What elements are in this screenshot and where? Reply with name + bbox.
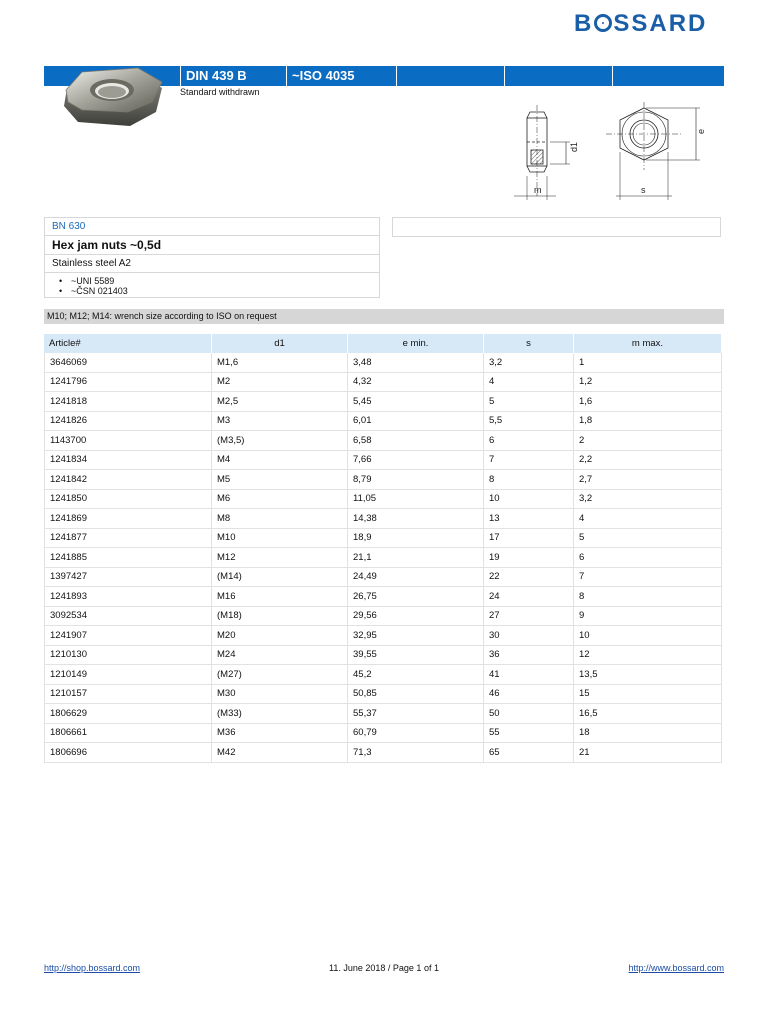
product-info-box xyxy=(44,217,380,298)
table-row xyxy=(44,509,722,529)
table-cell: 1,8 xyxy=(574,412,722,432)
table-cell: 22 xyxy=(484,568,574,588)
table-cell: 4 xyxy=(484,373,574,393)
table-cell: 46 xyxy=(484,685,574,705)
column-header-s: s xyxy=(484,334,574,353)
table-cell: 9 xyxy=(574,607,722,627)
front-view xyxy=(606,102,700,200)
table-cell: 4,32 xyxy=(348,373,484,393)
table-cell: 1806696 xyxy=(44,743,212,763)
table-cell: M1,6 xyxy=(212,353,348,373)
table-cell: M6 xyxy=(212,490,348,510)
table-cell: 1 xyxy=(574,353,722,373)
table-cell: 1,6 xyxy=(574,392,722,412)
table-cell: 24 xyxy=(484,587,574,607)
table-cell: 1806629 xyxy=(44,704,212,724)
table-cell: 45,2 xyxy=(348,665,484,685)
table-cell: 3,48 xyxy=(348,353,484,373)
header-empty-cell xyxy=(504,66,612,86)
table-cell: 29,56 xyxy=(348,607,484,627)
column-header-d1: d1 xyxy=(212,334,348,353)
standard-din: DIN 439 B xyxy=(180,66,286,86)
header-empty-cell xyxy=(612,66,724,86)
table-cell: 1143700 xyxy=(44,431,212,451)
dim-label-s: s xyxy=(641,185,646,195)
table-row xyxy=(44,646,722,666)
table-row xyxy=(44,392,722,412)
table-cell: 30 xyxy=(484,626,574,646)
table-cell: 21,1 xyxy=(348,548,484,568)
shop-link[interactable]: http://shop.bossard.com xyxy=(44,963,141,973)
table-row xyxy=(44,470,722,490)
table-row xyxy=(44,451,722,471)
table-cell: 1241826 xyxy=(44,412,212,432)
table-cell: 18 xyxy=(574,724,722,744)
bossard-logo: B SSARD xyxy=(574,10,708,37)
table-cell: 2,2 xyxy=(574,451,722,471)
table-cell: 32,95 xyxy=(348,626,484,646)
table-cell: 55 xyxy=(484,724,574,744)
standard-status-note: Standard withdrawn xyxy=(180,87,260,97)
table-cell: 13,5 xyxy=(574,665,722,685)
table-cell: 6 xyxy=(574,548,722,568)
table-cell: 1241869 xyxy=(44,509,212,529)
column-header-m-max: m max. xyxy=(574,334,722,353)
dim-label-e: e xyxy=(696,128,706,134)
table-cell: 6 xyxy=(484,431,574,451)
table-row xyxy=(44,626,722,646)
table-cell: (M33) xyxy=(212,704,348,724)
table-cell: M42 xyxy=(212,743,348,763)
footer-date-page: 11. June 2018 / Page 1 of 1 xyxy=(329,963,439,973)
table-cell: 3092534 xyxy=(44,607,212,627)
table-cell: 21 xyxy=(574,743,722,763)
table-cell: 36 xyxy=(484,646,574,666)
table-cell: 5 xyxy=(484,392,574,412)
table-cell: 6,58 xyxy=(348,431,484,451)
table-cell: 1241850 xyxy=(44,490,212,510)
table-cell: 65 xyxy=(484,743,574,763)
table-cell: M24 xyxy=(212,646,348,666)
table-cell: M16 xyxy=(212,587,348,607)
table-cell: 3646069 xyxy=(44,353,212,373)
table-cell: 1397427 xyxy=(44,568,212,588)
table-cell: 10 xyxy=(484,490,574,510)
material: Stainless steel A2 xyxy=(45,255,379,273)
table-cell: 26,75 xyxy=(348,587,484,607)
standard-iso: ~ISO 4035 xyxy=(286,66,396,86)
table-cell: 1,2 xyxy=(574,373,722,393)
equivalent-standard: • ~UNI 5589 xyxy=(59,276,379,286)
table-cell: 5 xyxy=(574,529,722,549)
table-cell: M2,5 xyxy=(212,392,348,412)
table-cell: 1210157 xyxy=(44,685,212,705)
empty-side-box xyxy=(392,217,721,237)
table-cell: 19 xyxy=(484,548,574,568)
side-view xyxy=(514,105,570,200)
table-body xyxy=(44,353,722,763)
table-row xyxy=(44,529,722,549)
table-cell: 71,3 xyxy=(348,743,484,763)
wrench-size-note: M10; M12; M14: wrench size according to ISO on request xyxy=(44,309,724,324)
table-row xyxy=(44,548,722,568)
hex-nut-photo xyxy=(52,60,176,132)
table-cell: 1241796 xyxy=(44,373,212,393)
table-cell: 3,2 xyxy=(484,353,574,373)
table-cell: 11,05 xyxy=(348,490,484,510)
table-cell: 1210149 xyxy=(44,665,212,685)
table-cell: 17 xyxy=(484,529,574,549)
table-cell: 50 xyxy=(484,704,574,724)
table-cell: 60,79 xyxy=(348,724,484,744)
dim-label-m: m xyxy=(534,185,542,195)
table-cell: M8 xyxy=(212,509,348,529)
table-cell: 12 xyxy=(574,646,722,666)
table-row xyxy=(44,704,722,724)
product-title: Hex jam nuts ~0,5d xyxy=(45,236,379,255)
table-cell: 1241893 xyxy=(44,587,212,607)
table-cell: 18,9 xyxy=(348,529,484,549)
table-cell: M5 xyxy=(212,470,348,490)
table-cell: 39,55 xyxy=(348,646,484,666)
table-cell: 14,38 xyxy=(348,509,484,529)
table-cell: 10 xyxy=(574,626,722,646)
table-cell: 7,66 xyxy=(348,451,484,471)
table-cell: 3,2 xyxy=(574,490,722,510)
table-cell: (M3,5) xyxy=(212,431,348,451)
table-cell: 8 xyxy=(484,470,574,490)
table-cell: 15 xyxy=(574,685,722,705)
table-cell: (M18) xyxy=(212,607,348,627)
table-cell: 6,01 xyxy=(348,412,484,432)
table-cell: 1241842 xyxy=(44,470,212,490)
table-cell: 8 xyxy=(574,587,722,607)
header-empty-cell xyxy=(396,66,504,86)
website-link[interactable]: http://www.bossard.com xyxy=(628,963,724,973)
column-header-article: Article# xyxy=(44,334,212,353)
bn-number: BN 630 xyxy=(45,218,379,236)
column-header-e-min: e min. xyxy=(348,334,484,353)
table-cell: 5,5 xyxy=(484,412,574,432)
table-row xyxy=(44,353,722,373)
table-row xyxy=(44,587,722,607)
table-cell: 50,85 xyxy=(348,685,484,705)
table-cell: 1210130 xyxy=(44,646,212,666)
dimensions-table xyxy=(44,334,722,763)
table-cell: M20 xyxy=(212,626,348,646)
table-cell: M4 xyxy=(212,451,348,471)
table-row xyxy=(44,724,722,744)
table-cell: 1241834 xyxy=(44,451,212,471)
dim-label-d1: d1 xyxy=(569,141,579,152)
table-cell: 41 xyxy=(484,665,574,685)
table-row xyxy=(44,665,722,685)
table-cell: 2,7 xyxy=(574,470,722,490)
table-row xyxy=(44,685,722,705)
table-cell: M30 xyxy=(212,685,348,705)
table-cell: (M27) xyxy=(212,665,348,685)
table-cell: M10 xyxy=(212,529,348,549)
table-cell: 16,5 xyxy=(574,704,722,724)
table-cell: 27 xyxy=(484,607,574,627)
logo-o-mark xyxy=(594,14,612,32)
table-cell: 1241907 xyxy=(44,626,212,646)
table-cell: 55,37 xyxy=(348,704,484,724)
table-cell: 1241818 xyxy=(44,392,212,412)
table-row xyxy=(44,607,722,627)
table-cell: M3 xyxy=(212,412,348,432)
table-cell: M12 xyxy=(212,548,348,568)
table-cell: 7 xyxy=(484,451,574,471)
table-cell: M2 xyxy=(212,373,348,393)
table-row xyxy=(44,412,722,432)
table-row xyxy=(44,568,722,588)
equivalent-standards-list xyxy=(45,273,379,296)
table-cell: M36 xyxy=(212,724,348,744)
equivalent-standard: • ~ČSN 021403 xyxy=(59,286,379,296)
table-row xyxy=(44,490,722,510)
table-cell: (M14) xyxy=(212,568,348,588)
table-cell: 7 xyxy=(574,568,722,588)
table-cell: 1241885 xyxy=(44,548,212,568)
table-header-row xyxy=(44,334,722,353)
table-cell: 5,45 xyxy=(348,392,484,412)
table-cell: 1806661 xyxy=(44,724,212,744)
technical-drawing xyxy=(510,100,720,200)
table-row xyxy=(44,743,722,763)
table-cell: 4 xyxy=(574,509,722,529)
table-row xyxy=(44,373,722,393)
table-cell: 13 xyxy=(484,509,574,529)
table-cell: 1241877 xyxy=(44,529,212,549)
table-cell: 8,79 xyxy=(348,470,484,490)
table-cell: 2 xyxy=(574,431,722,451)
table-cell: 24,49 xyxy=(348,568,484,588)
table-row xyxy=(44,431,722,451)
footer-website-link-wrap xyxy=(628,963,724,973)
